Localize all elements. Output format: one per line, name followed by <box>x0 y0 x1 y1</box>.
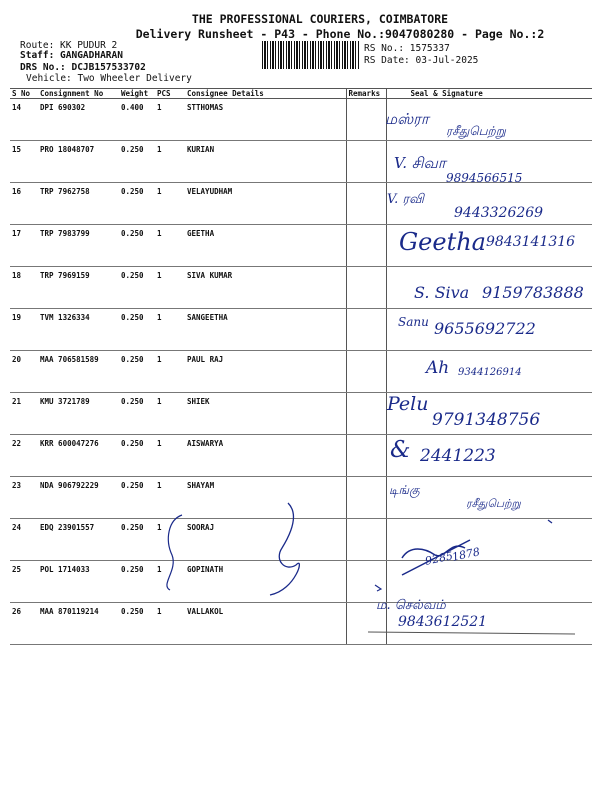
signature-21b: 9791348756 <box>432 410 541 430</box>
cell-weight: 0.250 <box>119 225 155 267</box>
cell-consignment: TRP 7969159 <box>38 267 119 309</box>
cell-pcs: 1 <box>155 519 179 561</box>
cell-pcs: 1 <box>155 477 179 519</box>
col-consignee: Consignee Details <box>179 89 346 99</box>
cell-consignee: SIVA KUMAR <box>179 267 346 309</box>
signature-18a: S. Siva <box>414 283 470 302</box>
cell-consignment: TVM 1326334 <box>38 309 119 351</box>
cell-consignment: TRP 7983799 <box>38 225 119 267</box>
signature-25b: 1878 <box>450 545 482 564</box>
col-sno: S No <box>10 89 38 99</box>
signature-14a: மஸ்ரா <box>385 110 429 128</box>
col-seal: Seal & Signature <box>386 89 592 99</box>
cell-pcs: 1 <box>155 225 179 267</box>
cell-weight: 0.250 <box>119 561 155 603</box>
cell-consignment: MAA 706581589 <box>38 351 119 393</box>
cell-pcs: 1 <box>155 309 179 351</box>
cell-sno: 14 <box>10 99 38 141</box>
signature-17a: Geetha <box>399 228 486 256</box>
cell-consignment: KRR 600047276 <box>38 435 119 477</box>
cell-consignment: NDA 906792229 <box>38 477 119 519</box>
col-weight: Weight <box>119 89 155 99</box>
signature-26a: ம. செல்வம் <box>376 598 446 613</box>
signature-15b: 9894566515 <box>446 171 523 185</box>
small-mark <box>375 585 381 591</box>
route-text: Route: KK PUDUR 2 <box>20 40 118 51</box>
signature-21-mark: Pelu <box>387 393 429 415</box>
staff-text: Staff: GANGADHARAN <box>20 50 123 61</box>
signature-15a: V. சிவா <box>394 154 446 172</box>
col-pcs: PCS <box>155 89 179 99</box>
rs-date: RS Date: 03-Jul-2025 <box>364 55 479 66</box>
signature-23a: டிங்கு <box>389 483 420 497</box>
cell-consignee: SOORAJ <box>179 519 346 561</box>
cell-weight: 0.250 <box>119 309 155 351</box>
cell-sno: 15 <box>10 141 38 183</box>
cell-consignment: MAA 870119214 <box>38 603 119 645</box>
signature-20a: 9344126914 <box>458 367 522 378</box>
left-bracket-mark <box>167 515 182 590</box>
signature-17b: 9843141316 <box>486 234 576 250</box>
cell-weight: 0.250 <box>119 183 155 225</box>
cell-consignment: EDQ 23901557 <box>38 519 119 561</box>
cell-sno: 26 <box>10 603 38 645</box>
cell-consignee: GOPINATH <box>179 561 346 603</box>
cell-pcs: 1 <box>155 561 179 603</box>
signature-22a: 2441223 <box>420 446 496 466</box>
tick-mark <box>548 520 552 523</box>
cell-consignment: POL 1714033 <box>38 561 119 603</box>
cell-pcs: 1 <box>155 99 179 141</box>
cell-consignee: AISWARYA <box>179 435 346 477</box>
signature-26b: 9843612521 <box>398 614 488 630</box>
cell-sno: 25 <box>10 561 38 603</box>
runsheet-subtitle: Delivery Runsheet - P43 - Phone No.:9047080280 - Page No.:2 <box>135 27 545 41</box>
cell-weight: 0.250 <box>119 603 155 645</box>
cell-consignee: GEETHA <box>179 225 346 267</box>
cell-consignee: VALLAKOL <box>179 603 346 645</box>
rs-number: RS No.: 1575337 <box>364 43 450 54</box>
cell-consignee: SHIEK <box>179 393 346 435</box>
underline-mark <box>368 632 575 634</box>
signature-23b: ரசீதுபெற்று <box>466 497 521 510</box>
cell-weight: 0.250 <box>119 393 155 435</box>
signature-20-mark: Ah <box>426 358 450 378</box>
cell-weight: 0.250 <box>119 141 155 183</box>
cell-weight: 0.250 <box>119 351 155 393</box>
signature-18b: 9159783888 <box>482 283 584 302</box>
cell-sno: 21 <box>10 393 38 435</box>
cell-pcs: 1 <box>155 603 179 645</box>
cell-pcs: 1 <box>155 435 179 477</box>
cell-consignee: KURIAN <box>179 141 346 183</box>
cell-pcs: 1 <box>155 267 179 309</box>
cell-sno: 23 <box>10 477 38 519</box>
cell-consignee: SANGEETHA <box>179 309 346 351</box>
cell-weight: 0.250 <box>119 267 155 309</box>
signature-19b: 9655692722 <box>434 319 536 338</box>
cell-pcs: 1 <box>155 351 179 393</box>
drs-number: DRS No.: DCJB157533702 <box>20 62 146 73</box>
cell-sno: 24 <box>10 519 38 561</box>
cell-consignment: TRP 7962758 <box>38 183 119 225</box>
cell-consignee: VELAYUDHAM <box>179 183 346 225</box>
cell-sno: 17 <box>10 225 38 267</box>
cell-consignee: STTHOMAS <box>179 99 346 141</box>
col-remarks: Remarks <box>346 89 386 99</box>
vehicle-text: Vehicle: Two Wheeler Delivery <box>26 73 192 84</box>
cell-pcs: 1 <box>155 141 179 183</box>
cell-consignee: SHAYAM <box>179 477 346 519</box>
cell-weight: 0.250 <box>119 477 155 519</box>
cell-consignment: DPI 690302 <box>38 99 119 141</box>
cell-consignee: PAUL RAJ <box>179 351 346 393</box>
cell-sno: 19 <box>10 309 38 351</box>
cell-weight: 0.400 <box>119 99 155 141</box>
cell-pcs: 1 <box>155 393 179 435</box>
cell-weight: 0.250 <box>119 435 155 477</box>
signature-22-mark: & <box>390 437 411 463</box>
cell-sno: 16 <box>10 183 38 225</box>
signature-16a: V. ரவி <box>387 192 424 207</box>
cell-weight: 0.250 <box>119 519 155 561</box>
cell-sno: 20 <box>10 351 38 393</box>
company-title: THE PROFESSIONAL COURIERS, COIMBATORE <box>191 12 449 26</box>
signature-14b: ரசீதுபெற்று <box>446 124 506 138</box>
col-consignment: Consignment No <box>38 89 119 99</box>
signature-19a: Sanu <box>398 315 429 329</box>
signature-25a: 9285 <box>423 549 455 568</box>
cell-consignment: KMU 3721789 <box>38 393 119 435</box>
cell-consignment: PRO 18048707 <box>38 141 119 183</box>
cell-pcs: 1 <box>155 183 179 225</box>
bracket-mark <box>270 503 299 595</box>
signature-16b: 9443326269 <box>454 205 544 221</box>
cell-sno: 18 <box>10 267 38 309</box>
cell-sno: 22 <box>10 435 38 477</box>
